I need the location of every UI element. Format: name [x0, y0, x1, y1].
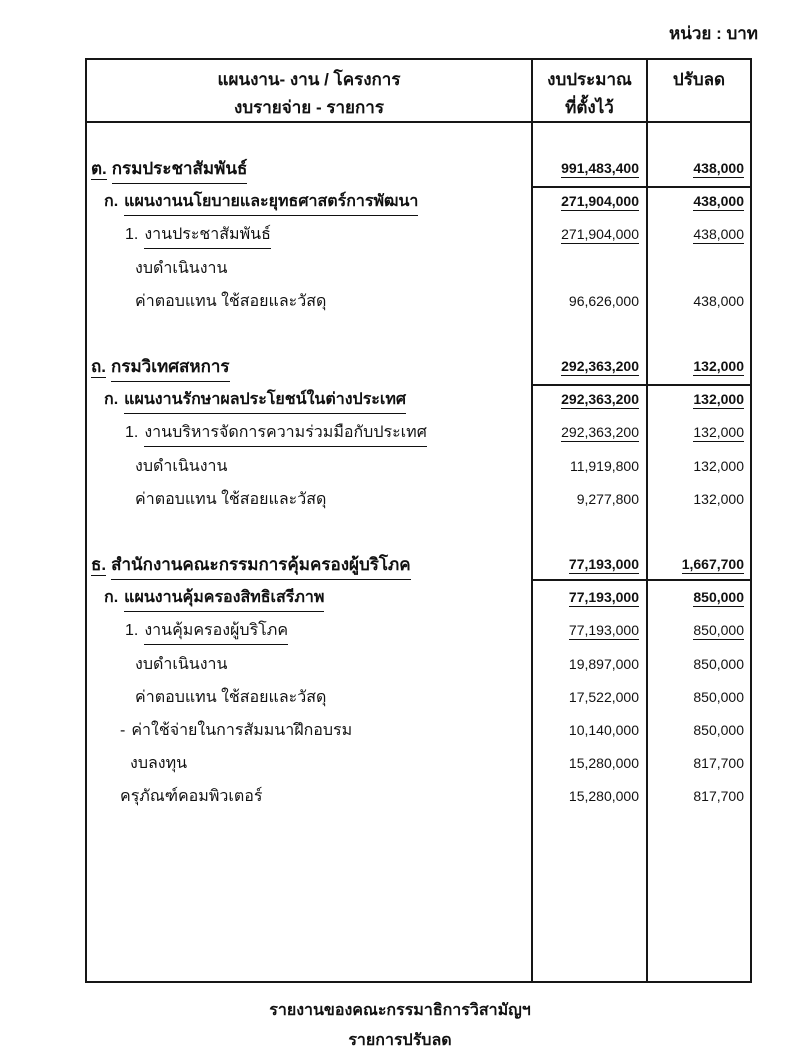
row-label: งบลงทุน — [130, 754, 188, 772]
table-row — [87, 650, 750, 678]
column-header-budget-sub: ที่ตั้งไว้ — [565, 98, 614, 117]
table-row — [87, 749, 750, 777]
table-row — [87, 221, 750, 249]
table-row — [87, 419, 750, 447]
row-label: 1. งานประชาสัมพันธ์ — [87, 222, 531, 249]
row-label: ครุภัณฑ์คอมพิวเตอร์ — [120, 787, 263, 805]
column-header-budget: งบประมาณ — [547, 70, 632, 89]
table-row — [87, 353, 750, 381]
row-label: ค่าตอบแทน ใช้สอยและวัสดุ — [135, 292, 327, 310]
row-label: ก. แผนงานนโยบายและยุทธศาสตร์การพัฒนา — [87, 189, 531, 216]
budget-cell: 77,193,000 — [568, 556, 639, 572]
row-label: 1. งานคุ้มครองผู้บริโภค — [87, 618, 531, 645]
table-row — [87, 485, 750, 513]
column-header-program: แผนงาน- งาน / โครงการ — [217, 70, 401, 89]
row-prefix: - — [120, 721, 126, 739]
adjust-cell: 132,000 — [693, 491, 744, 507]
table-row — [87, 551, 750, 579]
row-prefix: ก. — [104, 390, 119, 408]
row-prefix: ก. — [104, 192, 119, 210]
section-separator — [531, 579, 752, 581]
table-row — [87, 287, 750, 315]
budget-cell: 10,140,000 — [568, 722, 639, 738]
adjust-cell: 1,667,700 — [681, 556, 744, 572]
adjust-cell: 438,000 — [693, 160, 744, 176]
budget-cell — [531, 260, 646, 276]
table-row — [87, 716, 750, 744]
row-prefix: 1. — [125, 423, 139, 441]
row-label: งบดำเนินงาน — [135, 655, 228, 673]
adjust-cell: 850,000 — [693, 689, 744, 705]
table-row — [87, 683, 750, 711]
row-prefix: 1. — [125, 621, 139, 639]
header-separator — [85, 121, 752, 123]
budget-cell: 77,193,000 — [568, 589, 639, 605]
budget-cell: 271,904,000 — [561, 226, 639, 242]
budget-cell: 11,919,800 — [569, 458, 639, 474]
row-label: ก. แผนงานคุ้มครองสิทธิเสรีภาพ — [87, 585, 531, 612]
row-label: งบดำเนินงาน — [135, 457, 228, 475]
footer-report-subtitle: รายการปรับลด — [348, 1032, 452, 1049]
adjust-cell: 850,000 — [693, 722, 744, 738]
row-prefix: ธ. — [91, 554, 107, 574]
table-row — [87, 155, 750, 183]
row-label: ค่าตอบแทน ใช้สอยและวัสดุ — [135, 688, 327, 706]
budget-cell: 77,193,000 — [568, 622, 639, 638]
column-header-program-sub: งบรายจ่าย - รายการ — [234, 98, 384, 117]
adjust-cell: 438,000 — [693, 193, 744, 209]
row-prefix: ถ. — [91, 356, 107, 376]
row-prefix: ก. — [104, 588, 119, 606]
adjust-cell: 817,700 — [693, 755, 744, 771]
table-row — [87, 386, 750, 414]
budget-cell: 9,277,800 — [576, 491, 639, 507]
budget-cell: 292,363,200 — [561, 358, 639, 374]
budget-cell: 292,363,200 — [561, 391, 639, 407]
adjust-cell: 850,000 — [693, 656, 744, 672]
table-row — [87, 188, 750, 216]
row-label: - ค่าใช้จ่ายในการสัมมนาฝึกอบรม — [120, 721, 353, 739]
adjust-cell: 132,000 — [693, 358, 744, 374]
row-label: ถ. กรมวิเทศสหการ — [87, 353, 531, 382]
footer-report-title: รายงานของคณะกรรมาธิการวิสามัญฯ — [269, 1002, 531, 1019]
budget-cell: 991,483,400 — [561, 160, 639, 176]
table-row — [87, 452, 750, 480]
row-label: ต. กรมประชาสัมพันธ์ — [87, 155, 531, 184]
adjust-cell — [646, 260, 750, 276]
adjust-cell: 850,000 — [693, 589, 744, 605]
adjust-cell: 850,000 — [693, 622, 744, 638]
budget-cell: 15,280,000 — [568, 755, 639, 771]
row-label: ก. แผนงานรักษาผลประโยชน์ในต่างประเทศ — [87, 387, 531, 414]
budget-cell: 19,897,000 — [568, 656, 639, 672]
row-label: งบดำเนินงาน — [135, 259, 228, 277]
budget-cell: 17,522,000 — [568, 689, 639, 705]
adjust-cell: 438,000 — [693, 226, 744, 242]
row-prefix: 1. — [125, 225, 139, 243]
budget-cell: 96,626,000 — [568, 293, 639, 309]
row-label: 1. งานบริหารจัดการความร่วมมือกับประเทศ — [87, 420, 531, 447]
budget-cell: 271,904,000 — [561, 193, 639, 209]
adjust-cell: 132,000 — [693, 458, 744, 474]
budget-cell: 15,280,000 — [568, 788, 639, 804]
table-row — [87, 617, 750, 645]
table-row — [87, 584, 750, 612]
adjust-cell: 817,700 — [693, 788, 744, 804]
adjust-cell: 132,000 — [693, 391, 744, 407]
row-prefix: ต. — [91, 158, 107, 178]
budget-cell: 292,363,200 — [561, 424, 639, 440]
table-row — [87, 254, 750, 282]
unit-label: หน่วย : บาท — [669, 24, 758, 43]
adjust-cell: 132,000 — [693, 424, 744, 440]
row-label: ธ. สำนักงานคณะกรรมการคุ้มครองผู้บริโภค — [87, 551, 531, 580]
column-header-adjust: ปรับลด — [672, 70, 726, 89]
row-label: ค่าตอบแทน ใช้สอยและวัสดุ — [135, 490, 327, 508]
table-row — [87, 782, 750, 810]
adjust-cell: 438,000 — [693, 293, 744, 309]
